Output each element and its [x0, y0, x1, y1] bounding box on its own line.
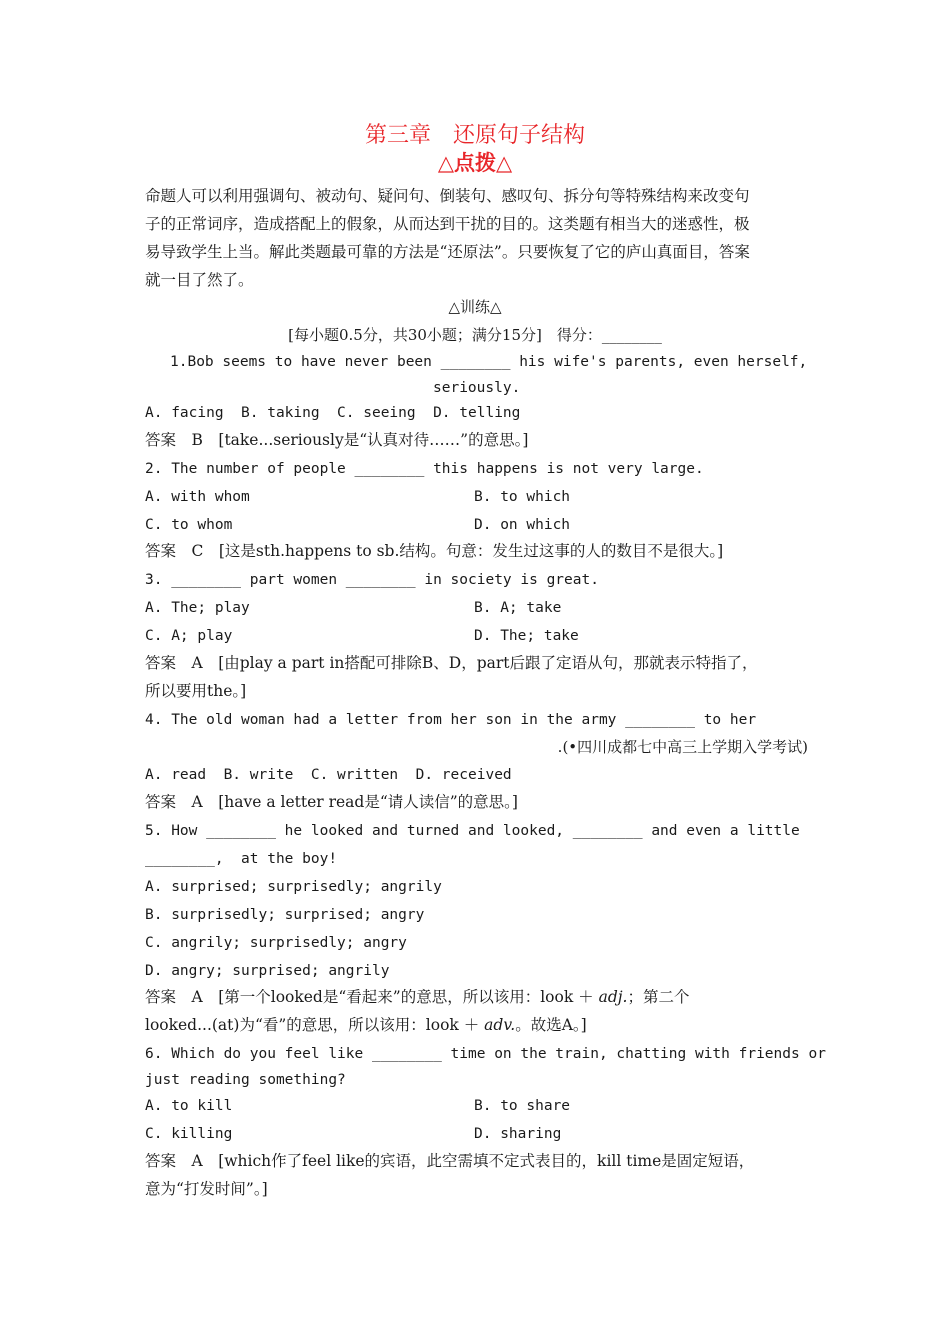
q3-option-b: B. A; take: [474, 600, 562, 616]
q6-option-c: C. killing: [145, 1126, 233, 1142]
q6-answer-line-1: 答案 A [which作了feel like的宾语，此空需填不定式表目的，kill time是固定短语，: [145, 1152, 755, 1170]
q4-stem: 4. The old woman had a letter from her son in the army ________ to her: [145, 712, 757, 728]
chapter-title: 第三章 还原句子结构: [364, 123, 585, 148]
q6-answer-line-2: 意为“打发时间”。]: [145, 1180, 268, 1198]
q4-source: .(•四川成都七中高三上学期入学考试): [557, 738, 808, 756]
q3-answer-line-2: 所以要用the。]: [145, 682, 247, 700]
q3-option-c: C. A; play: [145, 628, 233, 644]
q5-answer-adv: adv.: [484, 1016, 516, 1034]
q6-option-b: B. to share: [474, 1098, 571, 1114]
q3-stem: 3. ________ part women ________ in society is great.: [145, 572, 599, 588]
q6-option-a: A. to kill: [145, 1098, 233, 1114]
intro-line-3: 易导致学生上当。解此类题最可靠的方法是“还原法”。只要恢复了它的庐山真面目，答案: [145, 243, 750, 261]
q1-stem-line-2: seriously.: [433, 380, 521, 396]
q5-option-b: B. surprisedly; surprised; angry: [145, 907, 425, 923]
section-heading-tips: △点拨△: [437, 150, 513, 175]
q5-answer-line-2: [145, 1015, 810, 1035]
q6-stem-line-1: 6. Which do you feel like ________ time on the train, chatting with friends or: [145, 1046, 826, 1062]
intro-line-1: 命题人可以利用强调句、被动句、疑问句、倒装句、感叹句、拆分句等特殊结构来改变句: [145, 187, 750, 205]
q2-stem: 2. The number of people ________ this happens is not very large.: [145, 461, 704, 477]
q4-answer: 答案 A [have a letter read是“请人读信”的意思。]: [145, 793, 518, 811]
q2-option-c: C. to whom: [145, 517, 233, 533]
q1-stem-line-1: 1.Bob seems to have never been ________ his wife's parents, even herself,: [170, 354, 808, 370]
q5-answer-line-1-end: ；第二个: [627, 988, 690, 1006]
q5-stem-line-1: 5. How ________ he looked and turned and looked, ________ and even a little: [145, 823, 800, 839]
q2-option-d: D. on which: [474, 517, 571, 533]
q1-answer: 答案 B [take...seriously是“认真对待……”的意思。]: [145, 431, 529, 449]
q2-option-b: B. to which: [474, 489, 571, 505]
q5-answer-adj: adj.: [598, 988, 628, 1006]
q6-option-d: D. sharing: [474, 1126, 562, 1142]
q4-options: A. read B. write C. written D. received: [145, 767, 512, 783]
score-line: [每小题0.5分，共30小题；满分15分] 得分：________: [288, 326, 662, 344]
section-heading-training: △训练△: [448, 298, 502, 316]
q1-options: A. facing B. taking C. seeing D. telling: [145, 405, 521, 421]
q3-option-d: D. The; take: [474, 628, 579, 644]
q2-answer: 答案 C [这是sth.happens to sb.结构。句意：发生过这事的人的数目不是很大。]: [145, 542, 724, 560]
q3-option-a: A. The; play: [145, 600, 250, 616]
q3-answer-line-1: 答案 A [由play a part in搭配可排除B、D，part后跟了定语从句，那就表示特指了，: [145, 654, 758, 672]
q5-answer-line-2-end: 。故选A。]: [515, 1016, 587, 1034]
q5-option-d: D. angry; surprised; angrily: [145, 963, 390, 979]
intro-line-2: 子的正常词序，造成搭配上的假象，从而达到干扰的目的。这类题有相当大的迷惑性，极: [145, 215, 750, 233]
q5-answer-line-1-text: 答案 A [第一个looked是“看起来”的意思，所以该用：look ＋: [145, 988, 599, 1006]
q5-option-c: C. angrily; surprisedly; angry: [145, 935, 407, 951]
q5-answer-line-2-text: looked...(at)为“看”的意思，所以该用：look ＋: [145, 1016, 485, 1034]
q6-stem-line-2: just reading something?: [145, 1072, 346, 1088]
q5-option-a: A. surprised; surprisedly; angrily: [145, 879, 442, 895]
intro-line-4: 就一目了然了。: [145, 271, 254, 289]
q5-answer-line-1: [145, 987, 810, 1007]
q5-stem-line-2: ________, at the boy!: [145, 851, 338, 867]
q2-option-a: A. with whom: [145, 489, 250, 505]
